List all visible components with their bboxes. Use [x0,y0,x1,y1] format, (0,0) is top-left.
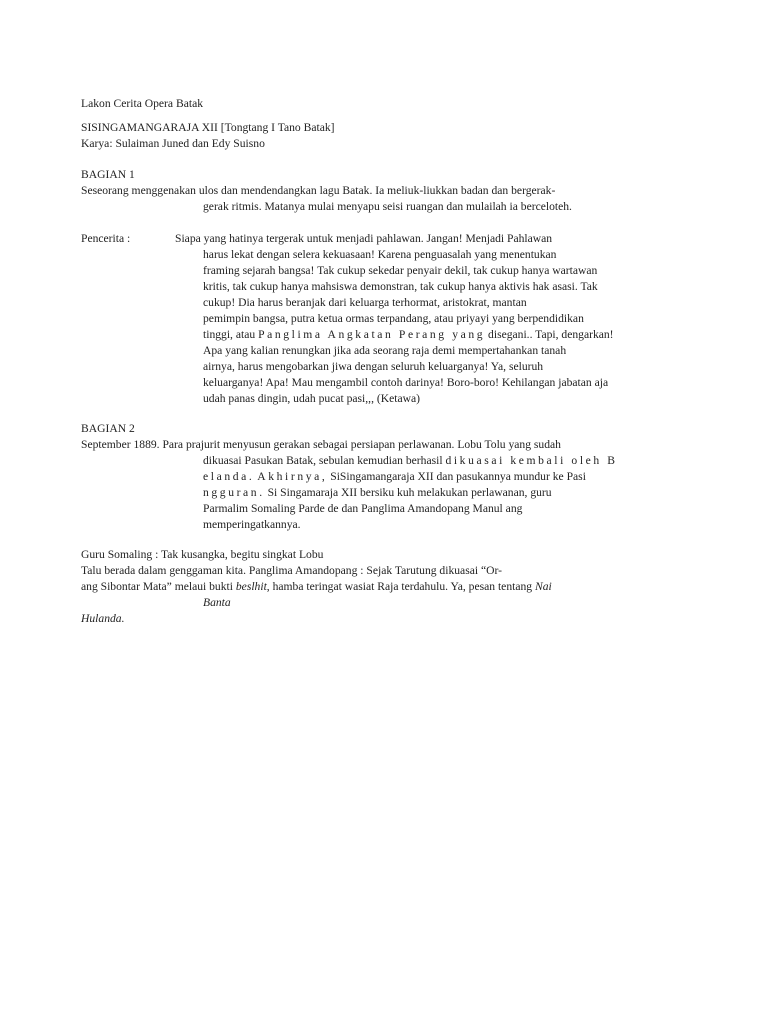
bagian2-fragment-spaced: dikuasai kembali oleh B [445,454,618,467]
dialogue-line: keluarganya! Apa! Mau mengambil contoh darinya! Boro-boro! Kehilangan jabatan aja [203,376,609,389]
dialog-line: Talu berada dalam genggaman kita. Panglima Amandopang : Sejak Tarutung dikuasai “Or- [81,564,502,577]
dialogue-line: pemimpin bangsa, putra ketua ormas terpandang, atau priyayi yang berpendidikan [203,312,584,325]
bagian2-fragment: dikuasai Pasukan Batak, sebulan kemudian berhasil [203,454,443,467]
bagian2-heading: BAGIAN 2 [81,422,135,435]
dialogue-fragment-spaced: Panglima Angkatan Perang yang [258,328,486,341]
dialog-line-italic [81,611,124,627]
dialog-line: Guru Somaling : Tak kusangka, begitu singkat Lobu [81,548,324,561]
dialog-line-italic [203,595,231,611]
dialogue-fragment: disegani.. Tapi, dengarkan! [488,328,614,341]
bagian2-line [203,469,586,485]
dialogue-fragment: tinggi, atau [203,328,256,341]
bagian2-line: memperingatkannya. [203,518,301,531]
dialog-fragment: , hamba teringat wasiat Raja terdahulu. Ya, pesan tentang [266,580,535,593]
bagian2-fragment-spaced: Akhirnya, [257,470,328,483]
dialogue-line: harus lekat dengan selera kekuasaan! Karena penguasalah yang menentukan [203,248,557,261]
bagian1-heading: BAGIAN 1 [81,168,135,181]
author-line: Karya: Sulaiman Juned dan Edy Suisno [81,137,265,150]
bagian2-line [203,453,618,469]
bagian2-line [203,485,552,501]
dialogue-line: kritis, tak cukup hanya mahsiswa demonstran, tak cukup hanya aktivis hak asasi. Tak [203,280,598,293]
bagian2-fragment: Si Singamaraja XII bersiku kuh melakukan perlawanan, guru [267,486,552,499]
document-title: Lakon Cerita Opera Batak [81,97,204,110]
dialog-fragment-italic: beslhit [235,580,267,593]
dialog-fragment-italic: Banta [203,596,231,609]
dialogue-line: airnya, harus mengobarkan jiwa dengan seluruh keluarganya! Ya, seluruh [203,360,544,373]
bagian2-fragment: SiSingamangaraja XII dan pasukannya mundur ke Pasi [330,470,586,483]
dialog-line [81,579,552,595]
play-subtitle: SISINGAMANGARAJA XII [Tongtang I Tano Batak] [81,121,335,134]
bagian2-fragment-spaced: ngguran. [203,486,265,499]
dialogue-line: udah panas dingin, udah pucat pasi,,, (Ketawa) [203,392,420,405]
dialogue-line [203,327,614,343]
bagian1-intro-line: Seseorang menggenakan ulos dan mendendangkan lagu Batak. Ia meliuk-liukkan badan dan bergerak- [81,184,556,197]
dialog-fragment-italic: Hulanda. [81,612,125,625]
bagian2-line: Parmalim Somaling Parde de dan Panglima Amandopang Manul ang [203,502,523,515]
dialogue-line: Siapa yang hatinya tergerak untuk menjadi pahlawan. Jangan! Menjadi Pahlawan [175,232,553,245]
dialogue-line: Apa yang kalian renungkan jika ada seorang raja demi mempertahankan tanah [203,344,567,357]
dialog-fragment: ang Sibontar Mata” melaui bukti [81,580,236,593]
bagian1-intro-line: gerak ritmis. Matanya mulai menyapu seisi ruangan dan mulailah ia berceloteh. [203,200,572,213]
bagian2-fragment-spaced: elanda. [203,470,255,483]
dialogue-line: cukup! Dia harus beranjak dari keluarga terhormat, aristokrat, mantan [203,296,527,309]
dialog-fragment-italic: Nai [535,580,552,593]
dialogue-line: framing sejarah bangsa! Tak cukup sekedar penyair dekil, tak cukup hanya wartawan [203,264,598,277]
speaker-label: Pencerita : [81,232,131,245]
bagian2-line: September 1889. Para prajurit menyusun gerakan sebagai persiapan perlawanan. Lobu Tolu yang sudah [81,438,561,451]
